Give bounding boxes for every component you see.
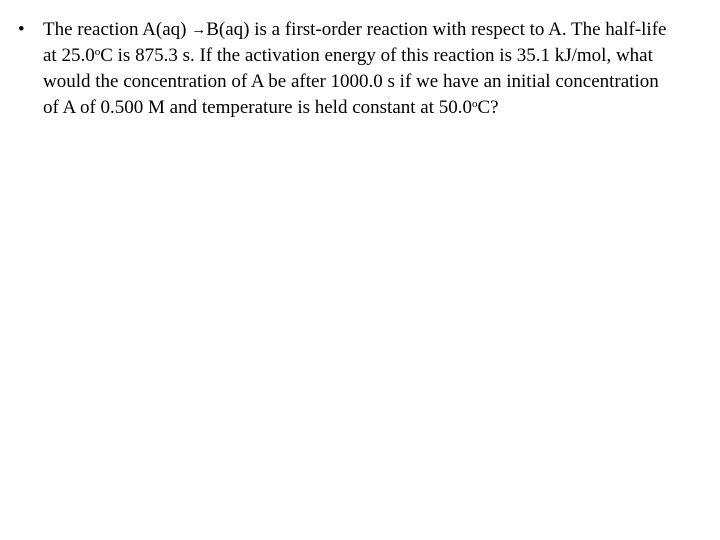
degree-superscript: o xyxy=(94,46,101,58)
question-line-3: would the concentration of A be after 1000.0 s if we have an initial concentration xyxy=(43,71,659,92)
line-4-part-2: C? xyxy=(477,97,499,118)
question-line-4 xyxy=(43,95,708,121)
line-2-part-1: at 25.0 xyxy=(43,45,95,66)
line-4-part-1: of A of 0.500 M and temperature is held constant at 50.0 xyxy=(43,97,472,118)
degree-superscript: o xyxy=(472,98,478,110)
question-text xyxy=(43,17,708,121)
line-1-part-1: The reaction A(aq) xyxy=(43,19,187,40)
bullet-point: • xyxy=(18,19,25,40)
line-1-part-2: B(aq) is a first-order reaction with respect to A. The half-life xyxy=(206,19,667,40)
arrow-icon: → xyxy=(191,22,207,38)
line-2-part-2: C is 875.3 s. If the activation energy of this reaction is 35.1 kJ/mol, what xyxy=(100,45,653,66)
question-bullet-item xyxy=(18,17,708,121)
question-line-1 xyxy=(43,17,708,43)
question-line-2 xyxy=(43,43,708,69)
